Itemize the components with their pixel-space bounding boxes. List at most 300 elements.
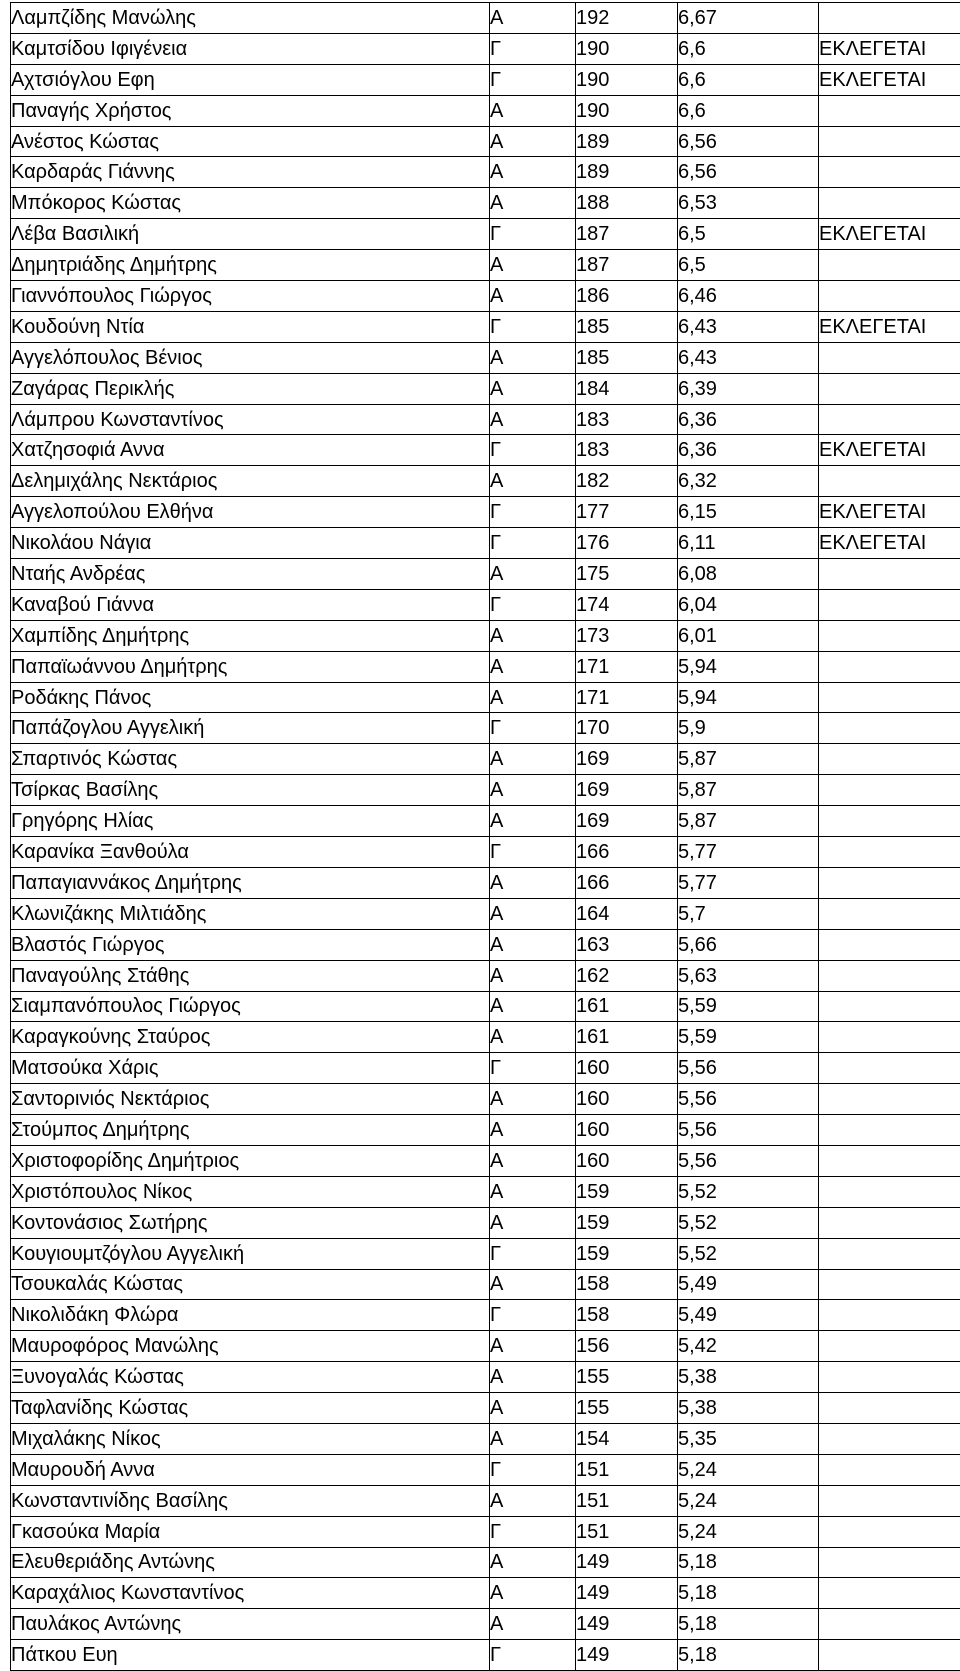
vote-percentage-cell: 6,36 [678, 404, 819, 435]
election-status-cell [819, 126, 960, 157]
election-status-cell: ΕΚΛΕΓΕΤΑΙ [819, 33, 960, 64]
vote-count-cell: 155 [576, 1393, 678, 1424]
vote-percentage-cell: 6,5 [678, 250, 819, 281]
election-status-cell [819, 1331, 960, 1362]
table-row [11, 1609, 960, 1640]
table-row [11, 713, 960, 744]
election-status-cell [819, 281, 960, 312]
vote-count-cell: 158 [576, 1269, 678, 1300]
vote-count-cell: 173 [576, 620, 678, 651]
vote-percentage-cell: 5,87 [678, 744, 819, 775]
table-row [11, 3, 960, 34]
candidate-class-cell: Γ [490, 837, 576, 868]
candidate-class-cell: Α [490, 1176, 576, 1207]
vote-count-cell: 182 [576, 466, 678, 497]
candidate-name-cell: Τσίρκας Βασίλης [11, 775, 490, 806]
candidate-class-cell: Α [490, 1485, 576, 1516]
vote-count-cell: 161 [576, 991, 678, 1022]
vote-percentage-cell: 5,59 [678, 1022, 819, 1053]
vote-percentage-cell: 5,77 [678, 867, 819, 898]
candidate-class-cell: Α [490, 960, 576, 991]
election-status-cell [819, 837, 960, 868]
vote-percentage-cell: 5,56 [678, 1145, 819, 1176]
table-row [11, 95, 960, 126]
vote-percentage-cell: 6,15 [678, 497, 819, 528]
vote-count-cell: 164 [576, 898, 678, 929]
candidate-class-cell: Α [490, 898, 576, 929]
election-status-cell [819, 991, 960, 1022]
election-status-cell [819, 1145, 960, 1176]
candidate-name-cell: Ροδάκης Πάνος [11, 682, 490, 713]
candidate-class-cell: Α [490, 1084, 576, 1115]
candidate-name-cell: Νικολάου Νάγια [11, 528, 490, 559]
table-row [11, 1176, 960, 1207]
table-row [11, 126, 960, 157]
vote-percentage-cell: 6,5 [678, 219, 819, 250]
vote-count-cell: 160 [576, 1115, 678, 1146]
vote-count-cell: 183 [576, 404, 678, 435]
candidate-class-cell: Γ [490, 435, 576, 466]
vote-count-cell: 162 [576, 960, 678, 991]
vote-percentage-cell: 5,94 [678, 651, 819, 682]
candidate-name-cell: Γκασούκα Μαρία [11, 1516, 490, 1547]
candidate-name-cell: Αγγελόπουλος Βένιος [11, 342, 490, 373]
candidate-class-cell: Α [490, 682, 576, 713]
candidate-name-cell: Καραγκούνης Σταύρος [11, 1022, 490, 1053]
candidate-class-cell: Α [490, 806, 576, 837]
vote-count-cell: 149 [576, 1640, 678, 1671]
vote-percentage-cell: 6,32 [678, 466, 819, 497]
candidate-class-cell: Γ [490, 33, 576, 64]
election-status-cell [819, 188, 960, 219]
election-status-cell [819, 806, 960, 837]
candidate-name-cell: Παπαϊωάννου Δημήτρης [11, 651, 490, 682]
candidate-name-cell: Ξυνογαλάς Κώστας [11, 1362, 490, 1393]
table-row [11, 589, 960, 620]
candidate-class-cell: Α [490, 1609, 576, 1640]
candidate-name-cell: Κωνσταντινίδης Βασίλης [11, 1485, 490, 1516]
table-row [11, 1022, 960, 1053]
vote-percentage-cell: 6,43 [678, 311, 819, 342]
table-row [11, 960, 960, 991]
election-status-cell [819, 342, 960, 373]
candidate-name-cell: Βλαστός Γιώργος [11, 929, 490, 960]
election-status-cell [819, 1084, 960, 1115]
vote-percentage-cell: 5,59 [678, 991, 819, 1022]
vote-count-cell: 169 [576, 744, 678, 775]
election-status-cell [819, 1516, 960, 1547]
vote-count-cell: 166 [576, 837, 678, 868]
vote-count-cell: 186 [576, 281, 678, 312]
table-body [11, 3, 960, 1671]
vote-count-cell: 149 [576, 1609, 678, 1640]
candidate-name-cell: Παπαγιαννάκος Δημήτρης [11, 867, 490, 898]
candidate-name-cell: Δελημιχάλης Νεκτάριος [11, 466, 490, 497]
table-row [11, 620, 960, 651]
vote-percentage-cell: 5,42 [678, 1331, 819, 1362]
vote-count-cell: 184 [576, 373, 678, 404]
candidate-name-cell: Κλωνιζάκης Μιλτιάδης [11, 898, 490, 929]
vote-count-cell: 169 [576, 806, 678, 837]
vote-percentage-cell: 5,87 [678, 806, 819, 837]
vote-count-cell: 169 [576, 775, 678, 806]
candidate-class-cell: Α [490, 620, 576, 651]
vote-count-cell: 156 [576, 1331, 678, 1362]
vote-percentage-cell: 5,56 [678, 1084, 819, 1115]
vote-percentage-cell: 6,6 [678, 64, 819, 95]
table-row [11, 1207, 960, 1238]
candidate-name-cell: Καμτσίδου Ιφιγένεια [11, 33, 490, 64]
vote-count-cell: 171 [576, 651, 678, 682]
table-row [11, 1145, 960, 1176]
table-row [11, 219, 960, 250]
candidate-class-cell: Γ [490, 1640, 576, 1671]
election-status-cell [819, 682, 960, 713]
table-row [11, 1516, 960, 1547]
candidate-name-cell: Μαυρουδή Αννα [11, 1454, 490, 1485]
candidate-class-cell: Α [490, 1393, 576, 1424]
table-row [11, 1578, 960, 1609]
candidate-class-cell: Α [490, 373, 576, 404]
vote-count-cell: 185 [576, 311, 678, 342]
vote-count-cell: 158 [576, 1300, 678, 1331]
candidate-name-cell: Παυλάκος Αντώνης [11, 1609, 490, 1640]
table-row [11, 157, 960, 188]
table-row [11, 404, 960, 435]
vote-percentage-cell: 5,9 [678, 713, 819, 744]
vote-count-cell: 149 [576, 1547, 678, 1578]
election-status-cell [819, 713, 960, 744]
table-row [11, 991, 960, 1022]
vote-count-cell: 185 [576, 342, 678, 373]
vote-percentage-cell: 6,6 [678, 33, 819, 64]
candidate-class-cell: Α [490, 1331, 576, 1362]
vote-percentage-cell: 6,56 [678, 126, 819, 157]
table-row [11, 744, 960, 775]
vote-count-cell: 163 [576, 929, 678, 960]
election-status-cell [819, 1485, 960, 1516]
candidate-name-cell: Τσουκαλάς Κώστας [11, 1269, 490, 1300]
candidate-class-cell: Α [490, 281, 576, 312]
election-status-cell [819, 898, 960, 929]
election-status-cell [819, 3, 960, 34]
candidate-class-cell: Α [490, 342, 576, 373]
vote-percentage-cell: 5,35 [678, 1423, 819, 1454]
candidate-class-cell: Α [490, 1269, 576, 1300]
candidate-name-cell: Κοντονάσιος Σωτήρης [11, 1207, 490, 1238]
vote-percentage-cell: 5,24 [678, 1516, 819, 1547]
candidate-class-cell: Α [490, 1578, 576, 1609]
candidate-class-cell: Α [490, 991, 576, 1022]
election-status-cell [819, 1269, 960, 1300]
vote-percentage-cell: 5,52 [678, 1238, 819, 1269]
election-status-cell [819, 559, 960, 590]
candidate-name-cell: Σιαμπανόπουλος Γιώργος [11, 991, 490, 1022]
election-status-cell [819, 651, 960, 682]
vote-count-cell: 192 [576, 3, 678, 34]
election-status-cell [819, 1053, 960, 1084]
candidate-name-cell: Λέβα Βασιλική [11, 219, 490, 250]
candidate-name-cell: Ματσούκα Χάρις [11, 1053, 490, 1084]
table-row [11, 33, 960, 64]
candidate-class-cell: Α [490, 1022, 576, 1053]
table-row [11, 1640, 960, 1671]
table-row [11, 1115, 960, 1146]
candidate-name-cell: Δημητριάδης Δημήτρης [11, 250, 490, 281]
vote-percentage-cell: 5,56 [678, 1115, 819, 1146]
vote-percentage-cell: 5,24 [678, 1454, 819, 1485]
vote-count-cell: 189 [576, 157, 678, 188]
vote-percentage-cell: 6,43 [678, 342, 819, 373]
candidate-class-cell: Α [490, 466, 576, 497]
election-status-cell [819, 620, 960, 651]
candidate-name-cell: Κουδούνη Ντία [11, 311, 490, 342]
table-row [11, 1331, 960, 1362]
candidate-class-cell: Γ [490, 1300, 576, 1331]
vote-count-cell: 190 [576, 64, 678, 95]
vote-count-cell: 154 [576, 1423, 678, 1454]
vote-count-cell: 188 [576, 188, 678, 219]
candidate-name-cell: Μιχαλάκης Νίκος [11, 1423, 490, 1454]
candidate-name-cell: Στούμπος Δημήτρης [11, 1115, 490, 1146]
table-row [11, 837, 960, 868]
candidate-class-cell: Γ [490, 64, 576, 95]
table-row [11, 466, 960, 497]
candidate-class-cell: Γ [490, 219, 576, 250]
candidate-class-cell: Α [490, 1115, 576, 1146]
vote-percentage-cell: 5,38 [678, 1362, 819, 1393]
candidate-class-cell: Α [490, 1547, 576, 1578]
candidate-name-cell: Λάμπρου Κωνσταντίνος [11, 404, 490, 435]
candidate-class-cell: Γ [490, 589, 576, 620]
vote-count-cell: 161 [576, 1022, 678, 1053]
candidate-name-cell: Κουγιουμτζόγλου Αγγελική [11, 1238, 490, 1269]
vote-percentage-cell: 5,18 [678, 1578, 819, 1609]
table-row [11, 1084, 960, 1115]
vote-percentage-cell: 5,94 [678, 682, 819, 713]
table-row [11, 559, 960, 590]
election-status-cell [819, 929, 960, 960]
table-row [11, 342, 960, 373]
candidate-class-cell: Α [490, 126, 576, 157]
vote-percentage-cell: 5,56 [678, 1053, 819, 1084]
vote-count-cell: 160 [576, 1053, 678, 1084]
table-row [11, 281, 960, 312]
candidate-name-cell: Παναγούλης Στάθης [11, 960, 490, 991]
candidate-name-cell: Χατζησοφιά Αννα [11, 435, 490, 466]
vote-percentage-cell: 6,53 [678, 188, 819, 219]
election-status-cell [819, 1022, 960, 1053]
candidate-class-cell: Α [490, 559, 576, 590]
election-status-cell [819, 1115, 960, 1146]
vote-count-cell: 159 [576, 1176, 678, 1207]
table-row [11, 651, 960, 682]
vote-count-cell: 171 [576, 682, 678, 713]
vote-percentage-cell: 6,56 [678, 157, 819, 188]
vote-count-cell: 166 [576, 867, 678, 898]
vote-percentage-cell: 6,04 [678, 589, 819, 620]
candidate-class-cell: Α [490, 250, 576, 281]
candidate-name-cell: Νταής Ανδρέας [11, 559, 490, 590]
election-status-cell [819, 1609, 960, 1640]
candidate-name-cell: Ταφλανίδης Κώστας [11, 1393, 490, 1424]
candidate-name-cell: Γιαννόπουλος Γιώργος [11, 281, 490, 312]
candidate-name-cell: Ζαγάρας Περικλής [11, 373, 490, 404]
election-status-cell [819, 1393, 960, 1424]
table-row [11, 311, 960, 342]
election-status-cell [819, 373, 960, 404]
vote-percentage-cell: 5,7 [678, 898, 819, 929]
candidate-class-cell: Α [490, 188, 576, 219]
vote-percentage-cell: 5,18 [678, 1609, 819, 1640]
table-row [11, 898, 960, 929]
election-status-cell [819, 1640, 960, 1671]
vote-count-cell: 160 [576, 1145, 678, 1176]
candidate-class-cell: Α [490, 867, 576, 898]
table-row [11, 682, 960, 713]
vote-percentage-cell: 6,67 [678, 3, 819, 34]
vote-percentage-cell: 5,87 [678, 775, 819, 806]
election-status-cell [819, 404, 960, 435]
election-status-cell [819, 867, 960, 898]
table-row [11, 64, 960, 95]
election-status-cell: ΕΚΛΕΓΕΤΑΙ [819, 528, 960, 559]
table-row [11, 1362, 960, 1393]
table-row [11, 1053, 960, 1084]
candidate-name-cell: Καρανίκα Ξανθούλα [11, 837, 490, 868]
election-status-cell [819, 1454, 960, 1485]
table-row [11, 1393, 960, 1424]
vote-count-cell: 183 [576, 435, 678, 466]
candidate-name-cell: Μαυροφόρος Μανώλης [11, 1331, 490, 1362]
candidate-class-cell: Α [490, 651, 576, 682]
election-status-cell [819, 1176, 960, 1207]
table-row [11, 806, 960, 837]
candidate-name-cell: Καραχάλιος Κωνσταντίνος [11, 1578, 490, 1609]
vote-percentage-cell: 5,52 [678, 1207, 819, 1238]
vote-percentage-cell: 5,77 [678, 837, 819, 868]
candidate-class-cell: Α [490, 404, 576, 435]
table-row [11, 188, 960, 219]
vote-count-cell: 187 [576, 250, 678, 281]
candidate-name-cell: Χαμπίδης Δημήτρης [11, 620, 490, 651]
table-row [11, 497, 960, 528]
table-row [11, 250, 960, 281]
vote-percentage-cell: 5,49 [678, 1269, 819, 1300]
table-row [11, 1269, 960, 1300]
table-row [11, 775, 960, 806]
candidate-class-cell: Γ [490, 1454, 576, 1485]
election-status-cell [819, 1362, 960, 1393]
candidate-class-cell: Γ [490, 1516, 576, 1547]
candidate-name-cell: Χριστόπουλος Νίκος [11, 1176, 490, 1207]
vote-count-cell: 190 [576, 95, 678, 126]
vote-count-cell: 160 [576, 1084, 678, 1115]
vote-count-cell: 151 [576, 1485, 678, 1516]
candidate-name-cell: Αχτσιόγλου Εφη [11, 64, 490, 95]
election-status-cell: ΕΚΛΕΓΕΤΑΙ [819, 64, 960, 95]
vote-percentage-cell: 5,66 [678, 929, 819, 960]
candidate-class-cell: Α [490, 1145, 576, 1176]
candidate-name-cell: Καναβού Γιάννα [11, 589, 490, 620]
candidate-class-cell: Α [490, 929, 576, 960]
election-status-cell [819, 95, 960, 126]
table-row [11, 1300, 960, 1331]
candidate-class-cell: Γ [490, 1238, 576, 1269]
candidate-name-cell: Μπόκορος Κώστας [11, 188, 490, 219]
candidate-class-cell: Α [490, 3, 576, 34]
candidate-name-cell: Νικολιδάκη Φλώρα [11, 1300, 490, 1331]
candidate-name-cell: Σαντορινιός Νεκτάριος [11, 1084, 490, 1115]
vote-count-cell: 151 [576, 1516, 678, 1547]
vote-count-cell: 155 [576, 1362, 678, 1393]
election-status-cell: ΕΚΛΕΓΕΤΑΙ [819, 311, 960, 342]
candidate-name-cell: Σπαρτινός Κώστας [11, 744, 490, 775]
candidate-name-cell: Ελευθεριάδης Αντώνης [11, 1547, 490, 1578]
candidate-class-cell: Α [490, 744, 576, 775]
election-status-cell [819, 744, 960, 775]
candidate-class-cell: Γ [490, 497, 576, 528]
election-status-cell [819, 250, 960, 281]
table-row [11, 1423, 960, 1454]
vote-percentage-cell: 6,11 [678, 528, 819, 559]
candidate-class-cell: Α [490, 95, 576, 126]
vote-percentage-cell: 6,36 [678, 435, 819, 466]
election-status-cell: ΕΚΛΕΓΕΤΑΙ [819, 219, 960, 250]
election-status-cell [819, 157, 960, 188]
vote-count-cell: 176 [576, 528, 678, 559]
candidate-class-cell: Α [490, 157, 576, 188]
candidate-class-cell: Α [490, 775, 576, 806]
vote-percentage-cell: 5,38 [678, 1393, 819, 1424]
vote-percentage-cell: 5,63 [678, 960, 819, 991]
election-status-cell [819, 960, 960, 991]
vote-count-cell: 170 [576, 713, 678, 744]
election-status-cell [819, 1547, 960, 1578]
vote-count-cell: 189 [576, 126, 678, 157]
table-row [11, 1238, 960, 1269]
election-status-cell [819, 1578, 960, 1609]
candidate-results-table [10, 2, 960, 1671]
candidate-name-cell: Καρδαράς Γιάννης [11, 157, 490, 188]
vote-percentage-cell: 5,52 [678, 1176, 819, 1207]
vote-count-cell: 151 [576, 1454, 678, 1485]
vote-count-cell: 159 [576, 1238, 678, 1269]
candidate-name-cell: Παπάζογλου Αγγελική [11, 713, 490, 744]
table-row [11, 1547, 960, 1578]
election-status-cell [819, 1423, 960, 1454]
vote-percentage-cell: 6,39 [678, 373, 819, 404]
election-status-cell: ΕΚΛΕΓΕΤΑΙ [819, 435, 960, 466]
candidate-class-cell: Γ [490, 1053, 576, 1084]
vote-count-cell: 149 [576, 1578, 678, 1609]
candidate-name-cell: Ανέστος Κώστας [11, 126, 490, 157]
table-row [11, 1485, 960, 1516]
election-status-cell [819, 466, 960, 497]
candidate-name-cell: Παναγής Χρήστος [11, 95, 490, 126]
vote-percentage-cell: 6,01 [678, 620, 819, 651]
candidate-name-cell: Λαμπζίδης Μανώλης [11, 3, 490, 34]
vote-percentage-cell: 5,49 [678, 1300, 819, 1331]
candidate-name-cell: Αγγελοπούλου Ελθήνα [11, 497, 490, 528]
election-status-cell [819, 589, 960, 620]
table-row [11, 373, 960, 404]
table-row [11, 867, 960, 898]
candidate-name-cell: Χριστοφορίδης Δημήτριος [11, 1145, 490, 1176]
table-row [11, 528, 960, 559]
vote-count-cell: 187 [576, 219, 678, 250]
candidate-class-cell: Α [490, 1207, 576, 1238]
